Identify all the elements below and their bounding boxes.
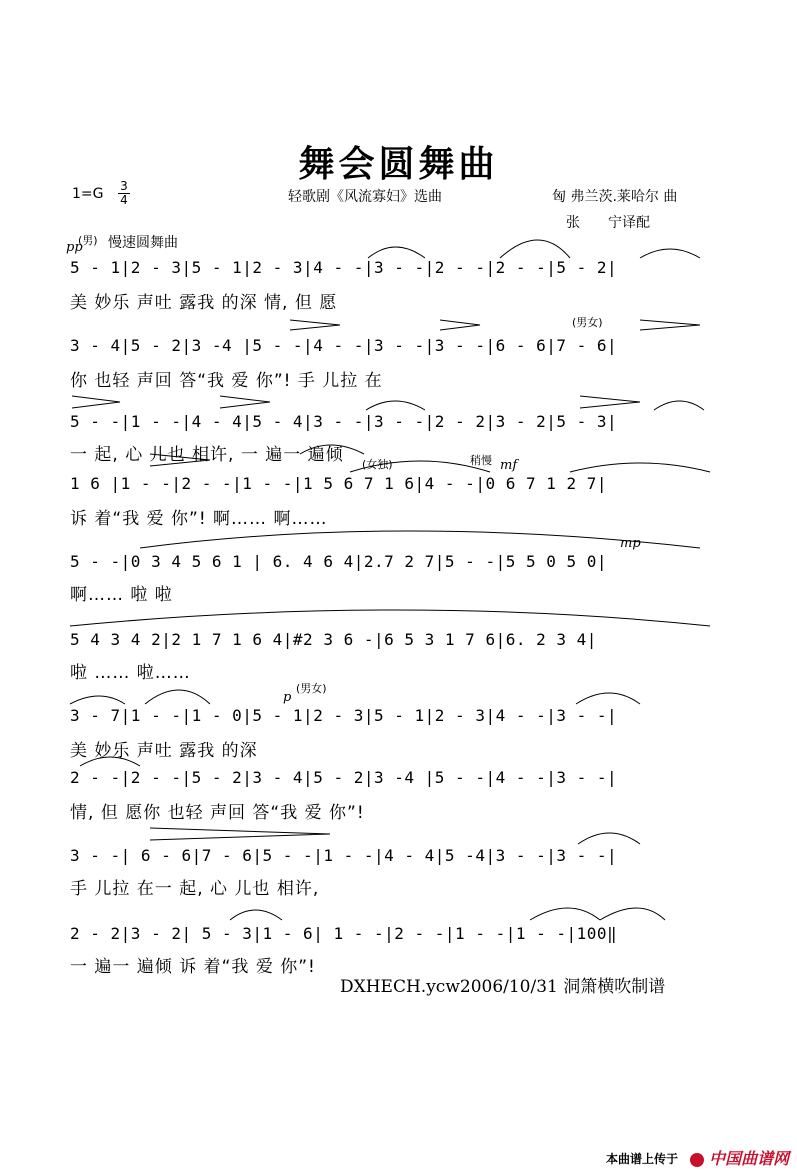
hairpin-mark	[290, 320, 340, 330]
slur-mark	[530, 908, 600, 920]
time-top: 3	[120, 179, 128, 193]
dynamic-mf: mf	[500, 458, 518, 473]
lyrics-line: 诉 着“我 爱 你”! 啊…… 啊……	[70, 509, 328, 529]
slur-mark	[140, 531, 700, 548]
hairpin-mark	[72, 396, 120, 408]
slur-mark	[366, 401, 425, 410]
credit-line: DXHECH.ycw2006/10/31 洞箫横吹制谱	[340, 977, 666, 997]
lyrics-line: 一 起, 心 儿也 相许, 一 遍一 遍倾	[70, 445, 344, 465]
slur-mark	[70, 696, 125, 704]
slur-mark	[350, 461, 490, 472]
page-title: 舞会圆舞曲	[298, 143, 499, 185]
tempo-marking: 慢速圆舞曲	[108, 235, 178, 251]
dynamic-p: p	[283, 690, 292, 705]
slur-mark	[640, 249, 700, 258]
slur-mark	[578, 833, 640, 844]
lyrics-line: 手 儿拉 在一 起, 心 儿也 相许,	[70, 879, 320, 899]
arranger: 张 宁译配	[566, 215, 650, 231]
notation-line: 5 - -|1 - -|4 - 4|5 - 4|3 - -|3 - -|2 - 2|3 - 2|5 - 3|	[70, 412, 618, 431]
lyrics-line: 你 也轻 声回 答“我 爱 你”! 手 儿拉 在	[70, 371, 383, 391]
female-solo-marking: (女独)	[362, 458, 393, 471]
notation-line: 3 - 7|1 - -|1 - 0|5 - 1|2 - 3|5 - 1|2 - 3|4 - -|3 - -|	[70, 706, 618, 725]
notation-line: 5 4 3 4 2|2 1 7 1 6 4|#2 3 6 -|6 5 3 1 7 6|6. 2 3 4|	[70, 630, 597, 649]
slur-mark	[80, 757, 140, 766]
dynamic-pp: pp	[66, 240, 83, 255]
notation-line: 5 - 1|2 - 3|5 - 1|2 - 3|4 - -|3 - -|2 - -|2 - -|5 - 2|	[70, 258, 618, 277]
hairpin-mark	[150, 828, 330, 840]
hairpin-mark	[220, 396, 270, 408]
lyrics-line: 美 妙乐 声吐 露我 的深	[70, 741, 258, 761]
lyrics-line: 啦 …… 啦……	[70, 663, 191, 683]
site-logo-text: 中国曲谱网	[709, 1149, 790, 1168]
composer: 匈 弗兰茨.莱哈尔 曲	[552, 189, 678, 205]
slur-mark	[145, 690, 210, 704]
lyrics-line: 一 遍一 遍倾 诉 着“我 爱 你”!	[70, 957, 316, 977]
hairpin-mark	[440, 320, 480, 330]
slur-mark	[600, 908, 665, 920]
notation-line: 5 - -|0 3 4 5 6 1 | 6. 4 6 4|2.7 2 7|5 - -|5 5 0 5 0|	[70, 552, 608, 571]
male-female-marking: (男女)	[572, 316, 603, 329]
hairpin-mark	[150, 454, 210, 466]
hairpin-mark	[640, 320, 700, 330]
dynamic-mp: mp	[620, 536, 641, 551]
hairpin-mark	[580, 396, 640, 408]
lyrics-line: 美 妙乐 声吐 露我 的深 情, 但 愿	[70, 293, 338, 313]
slur-mark	[300, 445, 364, 454]
notation-line: 2 - -|2 - -|5 - 2|3 - 4|5 - 2|3 -4 |5 - -|4 - -|3 - -|	[70, 768, 618, 787]
slightly-slow-marking: 稍慢	[470, 454, 492, 467]
slur-mark	[654, 401, 704, 410]
footer-upload-text: 本曲谱上传于	[606, 1152, 679, 1166]
slur-mark	[500, 240, 570, 258]
notation-line: 2 - 2|3 - 2| 5 - 3|1 - 6| 1 - -|2 - -|1 - -|1 - -|100‖	[70, 924, 618, 943]
notation-line: 3 - -| 6 - 6|7 - 6|5 - -|1 - -|4 - 4|5 -4|3 - -|3 - -|	[70, 846, 618, 865]
slur-mark	[70, 610, 710, 626]
notation-line: 1 6 |1 - -|2 - -|1 - -|1 5 6 7 1 6|4 - -|0 6 7 1 2 7|	[70, 474, 608, 493]
slur-mark	[576, 693, 640, 704]
notation-line: 3 - 4|5 - 2|3 -4 |5 - -|4 - -|3 - -|3 - -|6 - 6|7 - 6|	[70, 336, 618, 355]
time-bottom: 4	[118, 193, 130, 207]
slur-mark	[368, 247, 425, 258]
lyrics-line: 情, 但 愿你 也轻 声回 答“我 爱 你”!	[70, 803, 365, 823]
key-signature: 1=G	[72, 186, 104, 202]
subtitle: 轻歌剧《风流寡妇》选曲	[288, 189, 442, 205]
lyrics-line: 啊…… 啦 啦	[70, 585, 173, 605]
slur-mark	[570, 463, 710, 472]
male-female-marking-2: (男女)	[296, 682, 327, 695]
male-marking: (男)	[78, 234, 98, 247]
slur-mark	[230, 910, 282, 920]
